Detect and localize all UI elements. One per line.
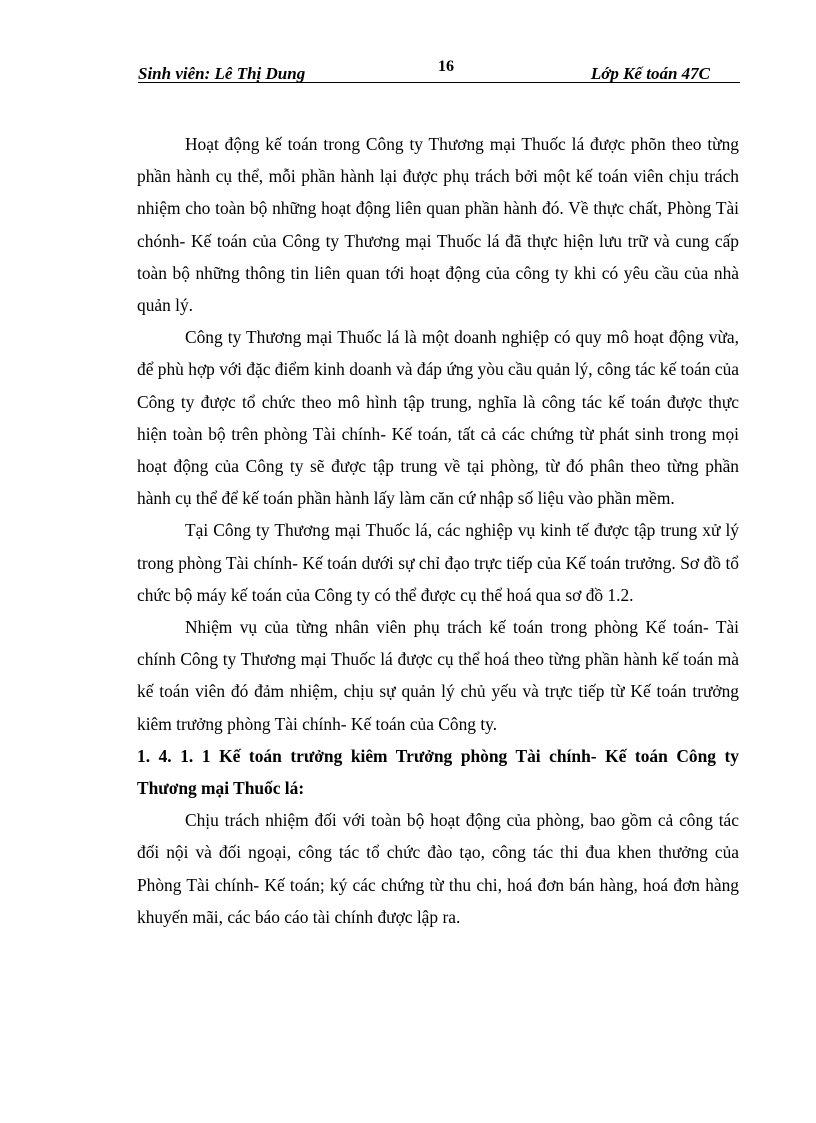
page-header bbox=[138, 56, 740, 83]
page-number: 16 bbox=[438, 58, 454, 75]
class-name: Lớp Kế toán 47C bbox=[590, 64, 710, 83]
paragraph: Tại Công ty Thương mại Thuốc lá, các nghiệp vụ kinh tế được tập trung xử lý trong phòng Tài chính- Kế toán dưới sự chỉ đạo trực tiếp của Kế toán trưởng. Sơ đồ tổ chức bộ máy kế toán của Công ty có thể được cụ thể hoá qua sơ đồ 1.2. bbox=[137, 520, 739, 605]
section-heading: 1. 4. 1. 1 Kế toán trưởng kiêm Trưởng phòng Tài chính- Kế toán Công ty Thương mại Thuốc lá: bbox=[137, 745, 739, 799]
student-name: Sinh viên: Lê Thị Dung bbox=[138, 64, 306, 83]
paragraph: Hoạt động kế toán trong Công ty Thương mại Thuốc lá được phõn theo từng phần hành cụ thể, mỗi phần hành lại được phụ trách bởi một kế toán viên chịu trách nhiệm cho toàn bộ những hoạt động liên quan phần hành đó. Về thực chất, Phòng Tài chónh- Kế toán của Công ty Thương mại Thuốc lá đã thực hiện lưu trữ và cung cấp toàn bộ những thông tin liên quan tới hoạt động của công ty khi có yêu cầu của nhà quản lý. bbox=[137, 134, 739, 316]
paragraph: Nhiệm vụ của từng nhân viên phụ trách kế toán trong phòng Kế toán- Tài chính Công ty Thương mại Thuốc lá được cụ thể hoá theo từng phần hành kế toán mà kế toán viên đó đảm nhiệm, chịu sự quản lý chủ yếu và trực tiếp từ Kế toán trưởng kiêm trưởng phòng Tài chính- Kế toán của Công ty. bbox=[137, 617, 739, 734]
document-body bbox=[137, 128, 739, 933]
paragraph: Công ty Thương mại Thuốc lá là một doanh nghiệp có quy mô hoạt động vừa, để phù hợp với đặc điểm kinh doanh và đáp ứng yòu cầu quản lý, công tác kế toán của Công ty được tổ chức theo mô hình tập trung, nghĩa là công tác kế toán được thực hiện toàn bộ trên phòng Tài chính- Kế toán, tất cả các chứng từ phát sinh trong mọi hoạt động của Công ty sẽ được tập trung về tại phòng, từ đó phân theo từng phần hành cụ thể để kế toán phần hành lấy làm căn cứ nhập số liệu vào phần mềm. bbox=[137, 327, 739, 509]
paragraph: Chịu trách nhiệm đối với toàn bộ hoạt động của phòng, bao gồm cả công tác đối nội và đối ngoại, công tác tổ chức đào tạo, công tác thi đua khen thưởng của Phòng Tài chính- Kế toán; ký các chứng từ thu chi, hoá đơn bán hàng, hoá đơn hàng khuyến mãi, các báo cáo tài chính được lập ra. bbox=[137, 810, 739, 927]
